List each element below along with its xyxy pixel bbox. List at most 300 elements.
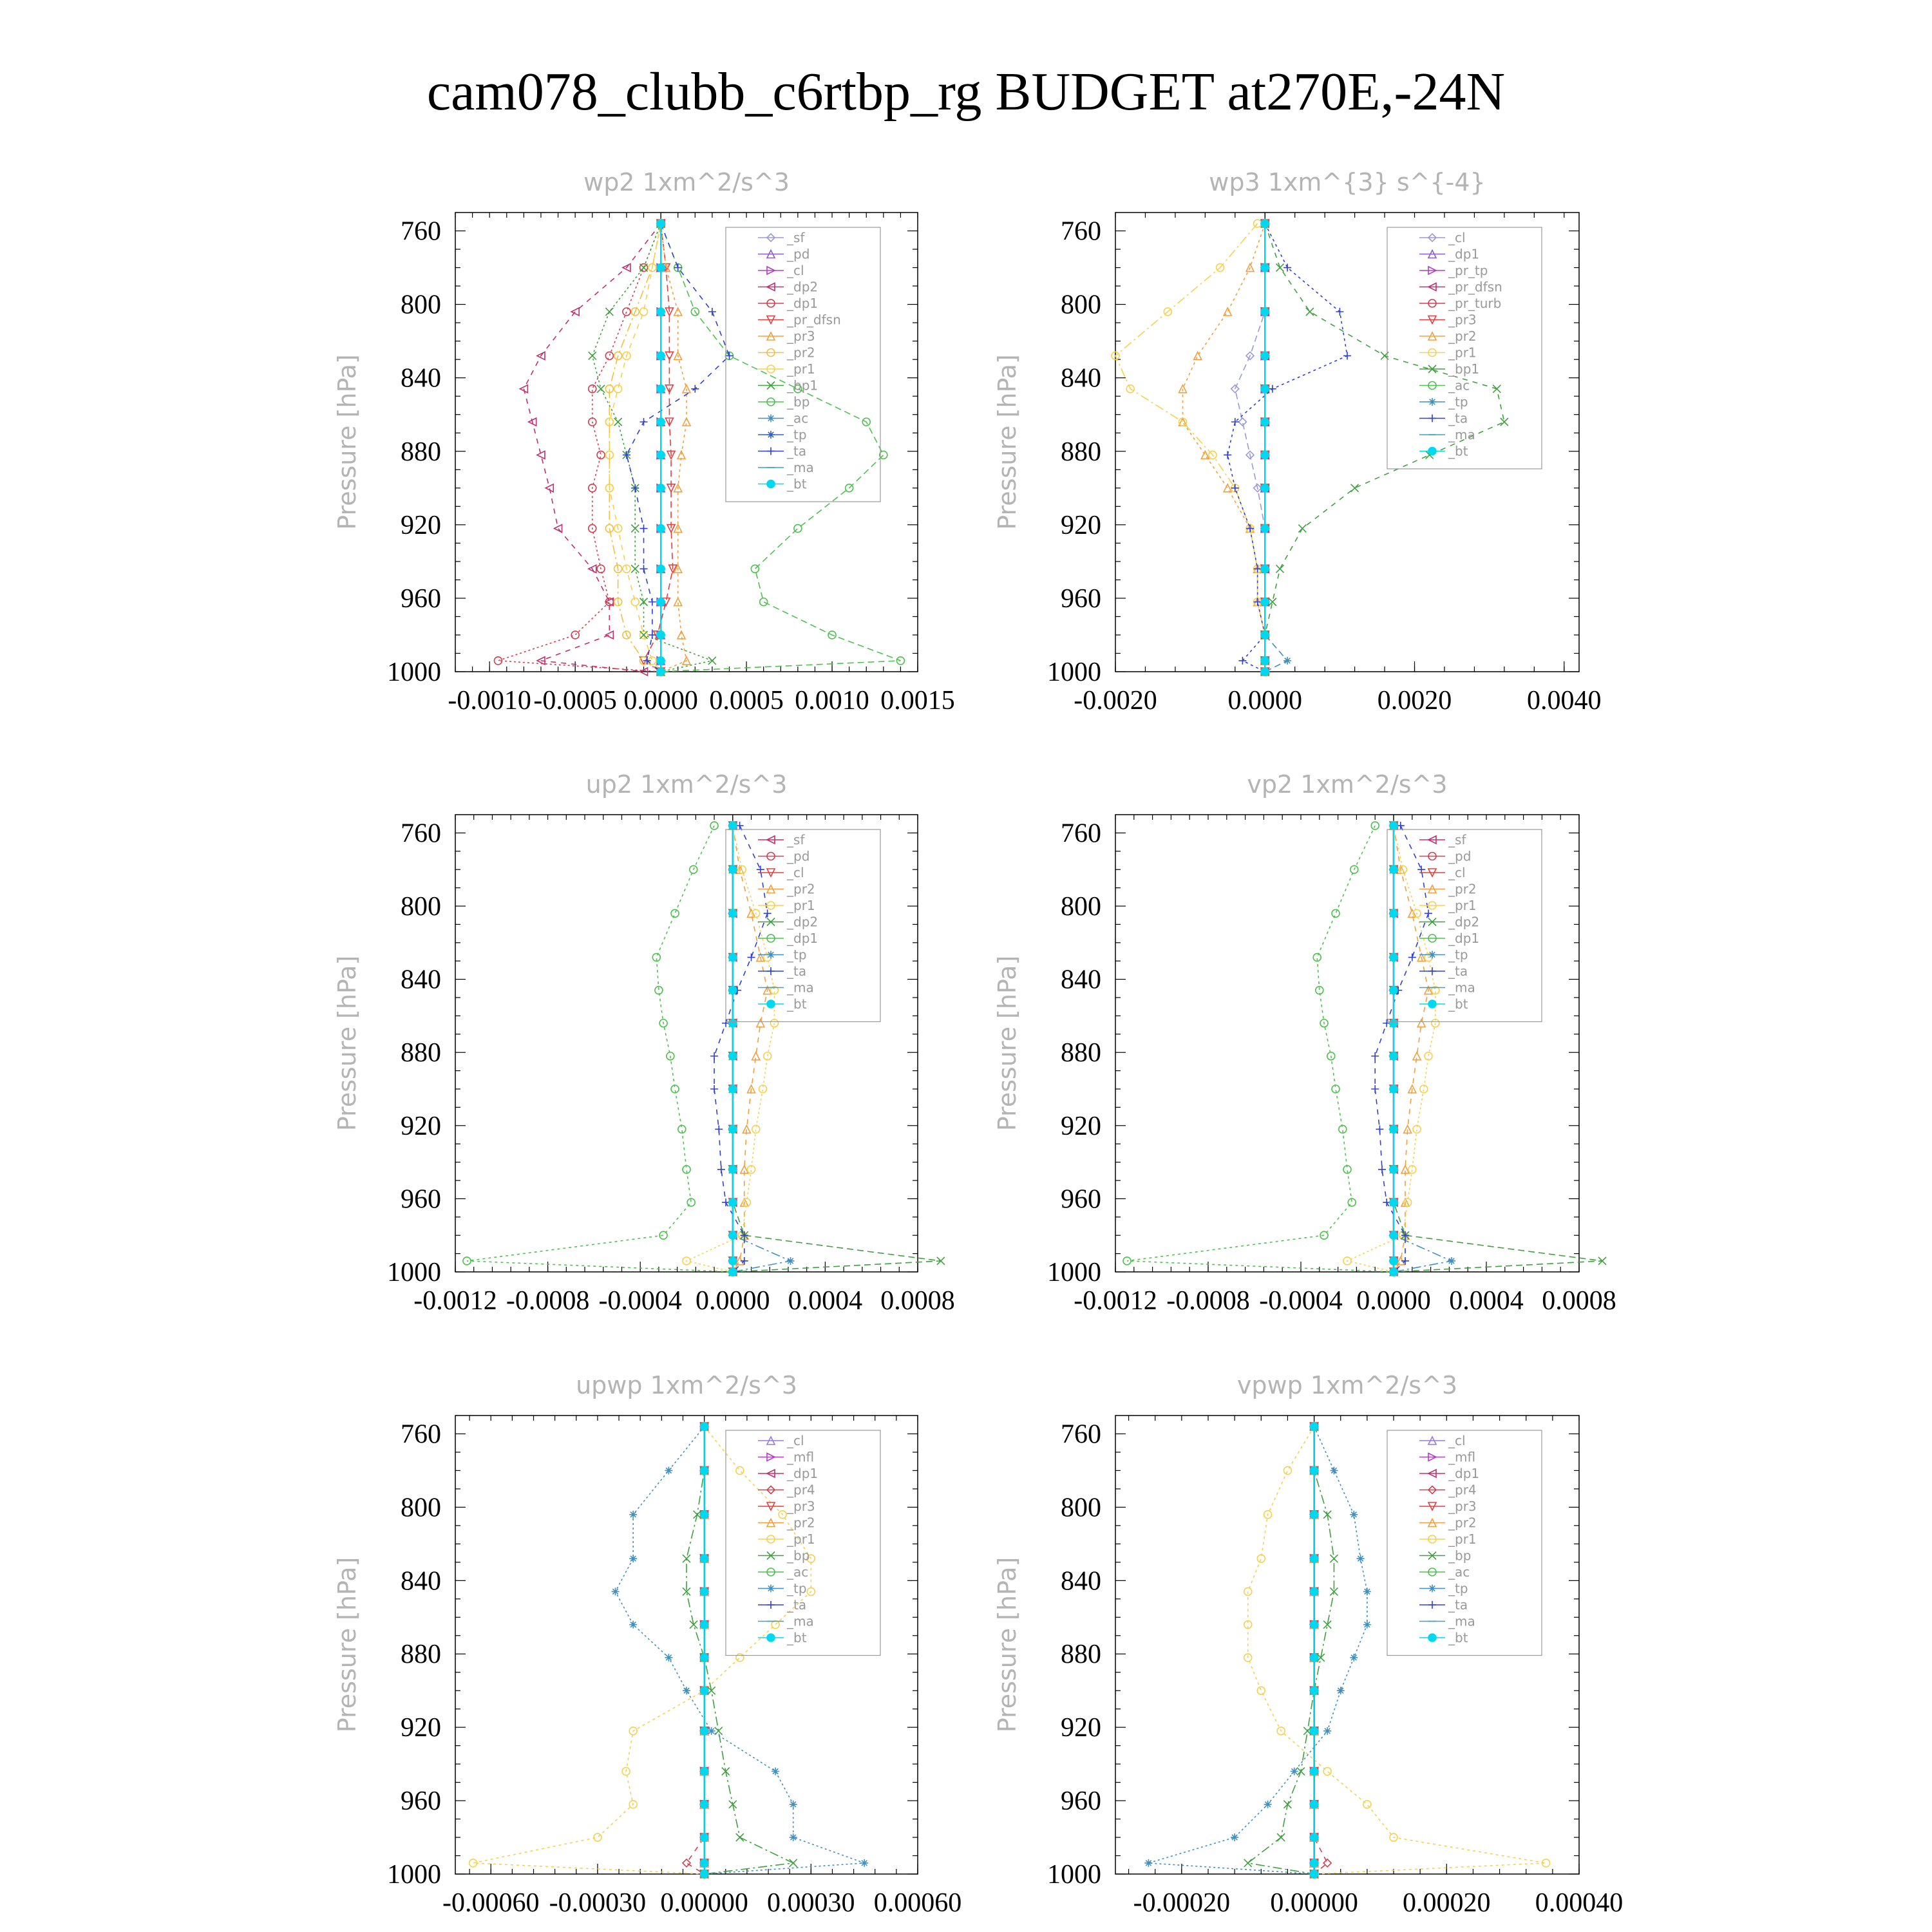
x-tick-label: -0.0005 — [533, 686, 617, 715]
data-point-ta — [640, 418, 648, 426]
data-point-bt — [1390, 987, 1397, 994]
data-point-ta — [1425, 909, 1432, 917]
data-point-ta — [710, 1085, 718, 1093]
legend-label: _ac — [787, 1564, 809, 1580]
data-point-bt — [1311, 1870, 1318, 1878]
data-point-bt — [1311, 1423, 1318, 1430]
y-tick-label: 960 — [1061, 1786, 1101, 1817]
data-point-bt — [1390, 954, 1397, 961]
legend-marker — [1428, 967, 1436, 975]
data-point-dp1 — [605, 352, 613, 359]
x-tick-label: 0.0000 — [623, 686, 698, 715]
series-line-dp2 — [733, 826, 941, 1272]
data-point-ta — [710, 1052, 718, 1060]
y-tick-label: 960 — [1061, 583, 1101, 614]
y-tick-label: 1000 — [387, 658, 441, 687]
legend-label: _pr2 — [1448, 1515, 1477, 1531]
x-tick-label: 0.00030 — [767, 1888, 855, 1918]
data-point-tp — [708, 1727, 715, 1735]
data-point-tp — [1448, 1257, 1455, 1265]
legend-label: _pr1 — [1448, 898, 1477, 913]
series-line-tp — [1148, 1426, 1367, 1874]
x-tick-label: 0.0008 — [1542, 1286, 1616, 1316]
legend-label: _dp2 — [787, 914, 819, 930]
legend-label: _cl — [787, 1433, 804, 1448]
y-tick-label: 880 — [401, 1038, 441, 1068]
legend-label: _pr1 — [787, 361, 815, 377]
legend-label: _bt — [1448, 1630, 1468, 1645]
data-point-bt — [657, 598, 665, 606]
series-line-bp — [661, 223, 900, 672]
data-point-bt — [1311, 1587, 1318, 1595]
data-point-pr2 — [1408, 909, 1416, 917]
series-line-pr1 — [1248, 1426, 1546, 1874]
panel-title: up2 1xm^2/s^3 — [585, 770, 788, 799]
legend-label: _pr3 — [1448, 1499, 1477, 1514]
data-point-tp — [1291, 1768, 1298, 1776]
legend-marker — [767, 1634, 775, 1642]
y-tick-label: 960 — [401, 1786, 441, 1817]
data-point-bt — [1390, 866, 1397, 873]
data-point-ta — [1238, 657, 1246, 665]
legend-marker — [767, 480, 775, 488]
data-point-bt — [657, 451, 665, 459]
series-line-dp2 — [524, 223, 661, 672]
y-tick-label: 960 — [401, 1184, 441, 1215]
legend-marker — [767, 1585, 775, 1593]
data-point-bt — [701, 1687, 708, 1694]
data-point-bt — [701, 1833, 708, 1841]
data-point-ta — [1376, 1125, 1383, 1133]
data-point-bt — [1311, 1727, 1318, 1735]
series-line-pr3 — [661, 223, 687, 672]
x-tick-label: -0.0004 — [598, 1286, 682, 1316]
x-tick-label: -0.0008 — [506, 1286, 590, 1316]
x-tick-label: 0.0004 — [788, 1286, 863, 1316]
legend-label: _dp1 — [787, 931, 819, 946]
y-tick-label: 800 — [401, 892, 441, 922]
legend-label: _bp — [1448, 1548, 1472, 1564]
data-point-ta — [691, 385, 699, 393]
data-point-bt — [657, 308, 665, 316]
legend-label: _pd — [787, 848, 810, 864]
data-point-bt — [729, 866, 737, 873]
y-tick-label: 920 — [1061, 1111, 1101, 1141]
x-tick-label: 0.00060 — [873, 1888, 962, 1918]
y-tick-label: 840 — [401, 363, 441, 393]
y-axis-label: Pressure [hPa] — [993, 955, 1021, 1132]
chart-panel-4 — [993, 770, 1616, 1316]
data-point-bp — [1244, 1859, 1252, 1867]
legend-label: _tp — [787, 947, 807, 963]
panel-title: wp2 1xm^2/s^3 — [583, 168, 790, 196]
data-point-tp — [683, 1687, 690, 1694]
data-point-bt — [657, 484, 665, 492]
data-point-bt — [729, 1166, 737, 1173]
legend-label: _pr2 — [787, 1515, 815, 1531]
data-point-bt — [1390, 1125, 1397, 1133]
x-tick-label: 0.00000 — [660, 1888, 748, 1918]
x-tick-label: 0.00020 — [1403, 1888, 1491, 1918]
data-point-bp — [1277, 1833, 1285, 1841]
data-point-tp — [1350, 1654, 1358, 1662]
plot-frame — [1115, 815, 1579, 1272]
y-tick-label: 1000 — [1047, 1258, 1101, 1287]
legend-label: _pr4 — [787, 1482, 815, 1498]
x-tick-label: 0.0000 — [1356, 1286, 1431, 1316]
series-line-bp — [1248, 1426, 1334, 1874]
x-tick-label: 0.0020 — [1377, 686, 1452, 715]
y-tick-label: 840 — [1061, 363, 1101, 393]
x-tick-label: -0.00020 — [1133, 1888, 1231, 1918]
data-point-bt — [701, 1466, 708, 1474]
data-point-tp — [629, 1555, 637, 1562]
y-tick-label: 800 — [1061, 1493, 1101, 1523]
data-point-ta — [715, 1125, 723, 1133]
legend-label: _ta — [1448, 963, 1468, 979]
y-tick-label: 920 — [401, 1713, 441, 1743]
series-line-dp1 — [1127, 826, 1394, 1272]
data-point-tp — [1323, 1727, 1331, 1735]
data-point-bt — [1390, 822, 1397, 829]
y-tick-label: 800 — [1061, 290, 1101, 320]
y-tick-label: 760 — [1061, 1419, 1101, 1450]
data-point-bt — [1261, 565, 1269, 573]
legend-label: _dp2 — [1448, 914, 1480, 930]
y-tick-label: 880 — [1061, 437, 1101, 467]
chart-panel-2 — [993, 168, 1602, 715]
legend-label: _pr3 — [1448, 312, 1477, 328]
data-point-dp1 — [1332, 909, 1340, 917]
data-point-pr1 — [1283, 1466, 1291, 1474]
y-tick-label: 1000 — [1047, 658, 1101, 687]
y-tick-label: 880 — [1061, 1038, 1101, 1068]
legend-label: _dp2 — [787, 279, 819, 295]
plot-frame — [455, 1416, 918, 1874]
legend-label: _cl — [787, 263, 804, 278]
legend-marker — [767, 951, 775, 959]
data-point-bt — [1261, 668, 1269, 676]
data-point-bt — [1261, 264, 1269, 272]
panel-title: vp2 1xm^2/s^3 — [1247, 770, 1448, 799]
data-point-dp2 — [537, 451, 545, 459]
data-point-bt — [701, 1555, 708, 1562]
data-point-bt — [1261, 525, 1269, 533]
data-point-bt — [1261, 220, 1269, 227]
legend-label: _dp1 — [1448, 246, 1480, 262]
legend-label: _pr1 — [1448, 1531, 1477, 1547]
data-point-tp — [1283, 657, 1291, 665]
y-tick-label: 1000 — [387, 1860, 441, 1889]
y-axis-label: Pressure [hPa] — [993, 1557, 1021, 1733]
legend-label: _cl — [1448, 1433, 1466, 1448]
legend-label: _cl — [787, 865, 804, 880]
data-point-tp — [612, 1587, 620, 1595]
plot-frame — [455, 213, 918, 672]
legend-label: _cl — [1448, 865, 1466, 880]
y-tick-label: 920 — [1061, 510, 1101, 540]
y-axis-label: Pressure [hPa] — [993, 354, 1021, 530]
data-point-bp1 — [640, 264, 648, 272]
legend-marker — [767, 967, 775, 975]
x-tick-label: -0.0012 — [1074, 1286, 1157, 1316]
x-tick-label: 0.0000 — [1227, 686, 1303, 715]
data-point-pr4 — [683, 1859, 690, 1867]
data-point-ta — [640, 565, 648, 573]
data-point-bt — [657, 631, 665, 639]
y-tick-label: 840 — [401, 965, 441, 995]
legend-label: _pr_tp — [1448, 263, 1488, 278]
chart-panel-3 — [333, 770, 955, 1316]
legend-marker — [767, 415, 775, 422]
data-point-bt — [1261, 451, 1269, 459]
y-tick-label: 1000 — [387, 1258, 441, 1287]
legend-label: _pd — [1448, 848, 1472, 864]
data-point-dp2 — [545, 484, 553, 492]
y-tick-label: 880 — [401, 437, 441, 467]
legend-label: _ta — [1448, 410, 1468, 426]
x-tick-label: 0.0008 — [880, 1286, 955, 1316]
data-point-bp1 — [614, 418, 622, 426]
legend-marker — [767, 1000, 775, 1008]
legend-label: _ma — [787, 1613, 814, 1629]
y-tick-label: 920 — [401, 510, 441, 540]
y-tick-label: 760 — [1061, 819, 1101, 849]
data-point-bt — [1311, 1555, 1318, 1562]
data-point-pr1 — [1363, 1801, 1371, 1808]
data-point-bt — [701, 1654, 708, 1662]
data-point-tp — [787, 1257, 795, 1265]
series-line-pr1 — [1115, 223, 1265, 672]
legend-label: _pr2 — [1448, 328, 1477, 344]
data-point-bt — [701, 1621, 708, 1629]
legend-label: _sf — [787, 230, 805, 245]
data-point-bp1 — [708, 657, 716, 665]
data-point-tp — [860, 1859, 868, 1867]
plot-frame — [455, 815, 918, 1272]
data-point-pr1 — [1323, 1768, 1331, 1776]
y-tick-label: 760 — [401, 216, 441, 247]
data-point-bt — [1261, 308, 1269, 316]
data-point-pr1 — [594, 1833, 601, 1841]
data-point-bp — [751, 565, 759, 573]
x-tick-label: 0.0010 — [795, 686, 869, 715]
data-point-tp — [1363, 1621, 1371, 1629]
legend-label: _mfl — [787, 1449, 815, 1465]
y-tick-label: 920 — [401, 1111, 441, 1141]
series-line-pr2 — [1183, 223, 1265, 672]
legend-label: _ma — [1448, 980, 1475, 996]
data-point-bt — [657, 525, 665, 533]
y-tick-label: 880 — [1061, 1640, 1101, 1670]
legend-label: _pr_turb — [1448, 296, 1502, 311]
legend-label: _sf — [1448, 832, 1466, 848]
data-point-bp — [760, 598, 768, 606]
legend-label: _pr1 — [1448, 345, 1477, 361]
legend-marker — [1428, 398, 1436, 406]
data-point-ta — [1378, 1166, 1386, 1173]
data-point-bt — [1390, 1052, 1397, 1060]
legend-label: _pr_dfsn — [1448, 279, 1502, 295]
data-point-bt — [657, 264, 665, 272]
data-point-dp1 — [659, 1231, 667, 1239]
data-point-bt — [729, 1019, 737, 1027]
data-point-bt — [1390, 1166, 1397, 1173]
data-point-bp — [683, 1555, 690, 1562]
data-point-bt — [1390, 1019, 1397, 1027]
data-point-tp — [1357, 1555, 1365, 1562]
data-point-tp — [1363, 1587, 1371, 1595]
x-tick-label: -0.0020 — [1074, 686, 1157, 715]
data-point-pr1 — [614, 385, 622, 393]
data-point-pr1 — [631, 598, 639, 606]
y-tick-label: 920 — [1061, 1713, 1101, 1743]
legend-label: _ta — [787, 963, 807, 979]
panel-title: vpwp 1xm^2/s^3 — [1236, 1371, 1458, 1399]
legend-label: _pr1 — [787, 1531, 815, 1547]
y-tick-label: 760 — [401, 819, 441, 849]
data-point-dp1 — [671, 909, 679, 917]
legend-label: _ta — [787, 1597, 807, 1613]
legend-label: _pr2 — [787, 881, 815, 897]
data-point-pr1 — [736, 1654, 744, 1662]
legend-label: _pr3 — [787, 1499, 815, 1514]
data-point-pr1 — [469, 1859, 477, 1867]
legend-label: _bt — [787, 476, 807, 492]
data-point-pr2 — [1224, 484, 1231, 492]
legend-label: _pd — [787, 246, 810, 262]
data-point-bt — [729, 909, 737, 917]
series-line-ta — [1227, 223, 1347, 672]
y-axis-label: Pressure [hPa] — [333, 1557, 361, 1733]
legend-label: _pr1 — [787, 898, 815, 913]
chart-panel-6 — [993, 1371, 1623, 1918]
data-point-pr1 — [1257, 1687, 1265, 1694]
panel-title: wp3 1xm^{3} s^{-4} — [1209, 168, 1486, 196]
legend-label: _ma — [787, 460, 814, 475]
x-tick-label: -0.0008 — [1166, 1286, 1250, 1316]
data-point-tp — [790, 1833, 797, 1841]
data-point-bt — [729, 822, 737, 829]
data-point-bt — [1390, 909, 1397, 917]
data-point-pr2 — [748, 909, 755, 917]
data-point-ta — [649, 598, 656, 606]
legend-marker — [1428, 1601, 1436, 1609]
legend-label: _pr2 — [787, 345, 815, 361]
legend-label: _ta — [787, 443, 807, 459]
data-point-bt — [729, 987, 737, 994]
data-point-bp1 — [589, 352, 596, 359]
y-tick-label: 800 — [401, 290, 441, 320]
x-tick-label: -0.00030 — [549, 1888, 647, 1918]
x-tick-label: 0.0040 — [1527, 686, 1602, 715]
data-point-bp — [729, 1801, 737, 1808]
series-line-tp — [616, 1426, 865, 1874]
legend-marker — [1428, 951, 1436, 959]
data-point-bt — [1311, 1654, 1318, 1662]
y-tick-label: 960 — [401, 583, 441, 614]
data-point-ta — [1343, 352, 1351, 359]
legend-label: _ma — [1448, 1613, 1475, 1629]
series-line-pr1 — [609, 223, 661, 672]
data-point-bt — [701, 1511, 708, 1519]
legend-label: _ac — [787, 410, 809, 426]
x-tick-label: 0.0005 — [709, 686, 784, 715]
data-point-bt — [657, 668, 665, 676]
data-point-bt — [1311, 1687, 1318, 1694]
y-tick-label: 760 — [1061, 216, 1101, 247]
y-tick-label: 840 — [1061, 965, 1101, 995]
y-tick-label: 840 — [401, 1566, 441, 1596]
y-tick-label: 800 — [1061, 892, 1101, 922]
data-point-bp1 — [1276, 264, 1283, 272]
legend-marker — [1428, 448, 1436, 455]
data-point-bt — [657, 657, 665, 665]
y-axis-label: Pressure [hPa] — [333, 354, 361, 530]
legend-label: _ta — [1448, 1597, 1468, 1613]
data-point-bt — [657, 220, 665, 227]
x-tick-label: -0.0004 — [1259, 1286, 1343, 1316]
data-point-tp — [1337, 1687, 1345, 1694]
series-line-dp1 — [498, 223, 661, 672]
legend-label: _tp — [787, 1580, 807, 1596]
legend-marker — [767, 1601, 775, 1609]
legend-marker — [1428, 1000, 1436, 1008]
data-point-pr1 — [772, 1621, 779, 1629]
data-point-bt — [1311, 1859, 1318, 1867]
legend-label: _ac — [1448, 1564, 1470, 1580]
data-point-bp — [1323, 1621, 1331, 1629]
data-point-bt — [701, 1768, 708, 1776]
data-point-bp — [1330, 1555, 1338, 1562]
data-point-bt — [701, 1859, 708, 1867]
data-point-dp1 — [605, 598, 613, 606]
data-point-ta — [1401, 1257, 1409, 1265]
legend-marker — [767, 431, 775, 439]
data-point-bt — [1390, 1085, 1397, 1093]
data-point-bt — [657, 385, 665, 393]
data-point-ta — [764, 909, 772, 917]
data-point-bt — [1390, 1257, 1397, 1265]
y-tick-label: 800 — [401, 1493, 441, 1523]
x-tick-label: 0.00000 — [1270, 1888, 1358, 1918]
data-point-bt — [701, 1870, 708, 1878]
data-point-dp1 — [623, 308, 630, 316]
data-point-bt — [1261, 385, 1269, 393]
y-axis-label: Pressure [hPa] — [333, 955, 361, 1132]
legend-label: _bt — [787, 1630, 807, 1645]
data-point-bp1 — [605, 308, 613, 316]
y-tick-label: 840 — [1061, 1566, 1101, 1596]
data-point-bp1 — [597, 385, 605, 393]
legend-label: _dp1 — [787, 1466, 819, 1481]
data-point-bp — [736, 1833, 744, 1841]
legend-label: _sf — [787, 832, 805, 848]
data-point-pr2 — [1201, 451, 1209, 459]
data-point-bp1 — [1493, 385, 1501, 393]
x-tick-label: -0.0012 — [413, 1286, 497, 1316]
chart-panel-5 — [333, 1371, 961, 1918]
data-point-bp — [880, 451, 887, 459]
data-point-ta — [1224, 451, 1231, 459]
data-point-bp1 — [631, 525, 639, 533]
legend-marker — [1428, 1634, 1436, 1642]
data-point-ta — [1269, 385, 1276, 393]
data-point-bt — [1261, 484, 1269, 492]
data-point-bp — [690, 1621, 697, 1629]
legend-label: _bt — [1448, 443, 1468, 459]
data-point-bt — [729, 1085, 737, 1093]
